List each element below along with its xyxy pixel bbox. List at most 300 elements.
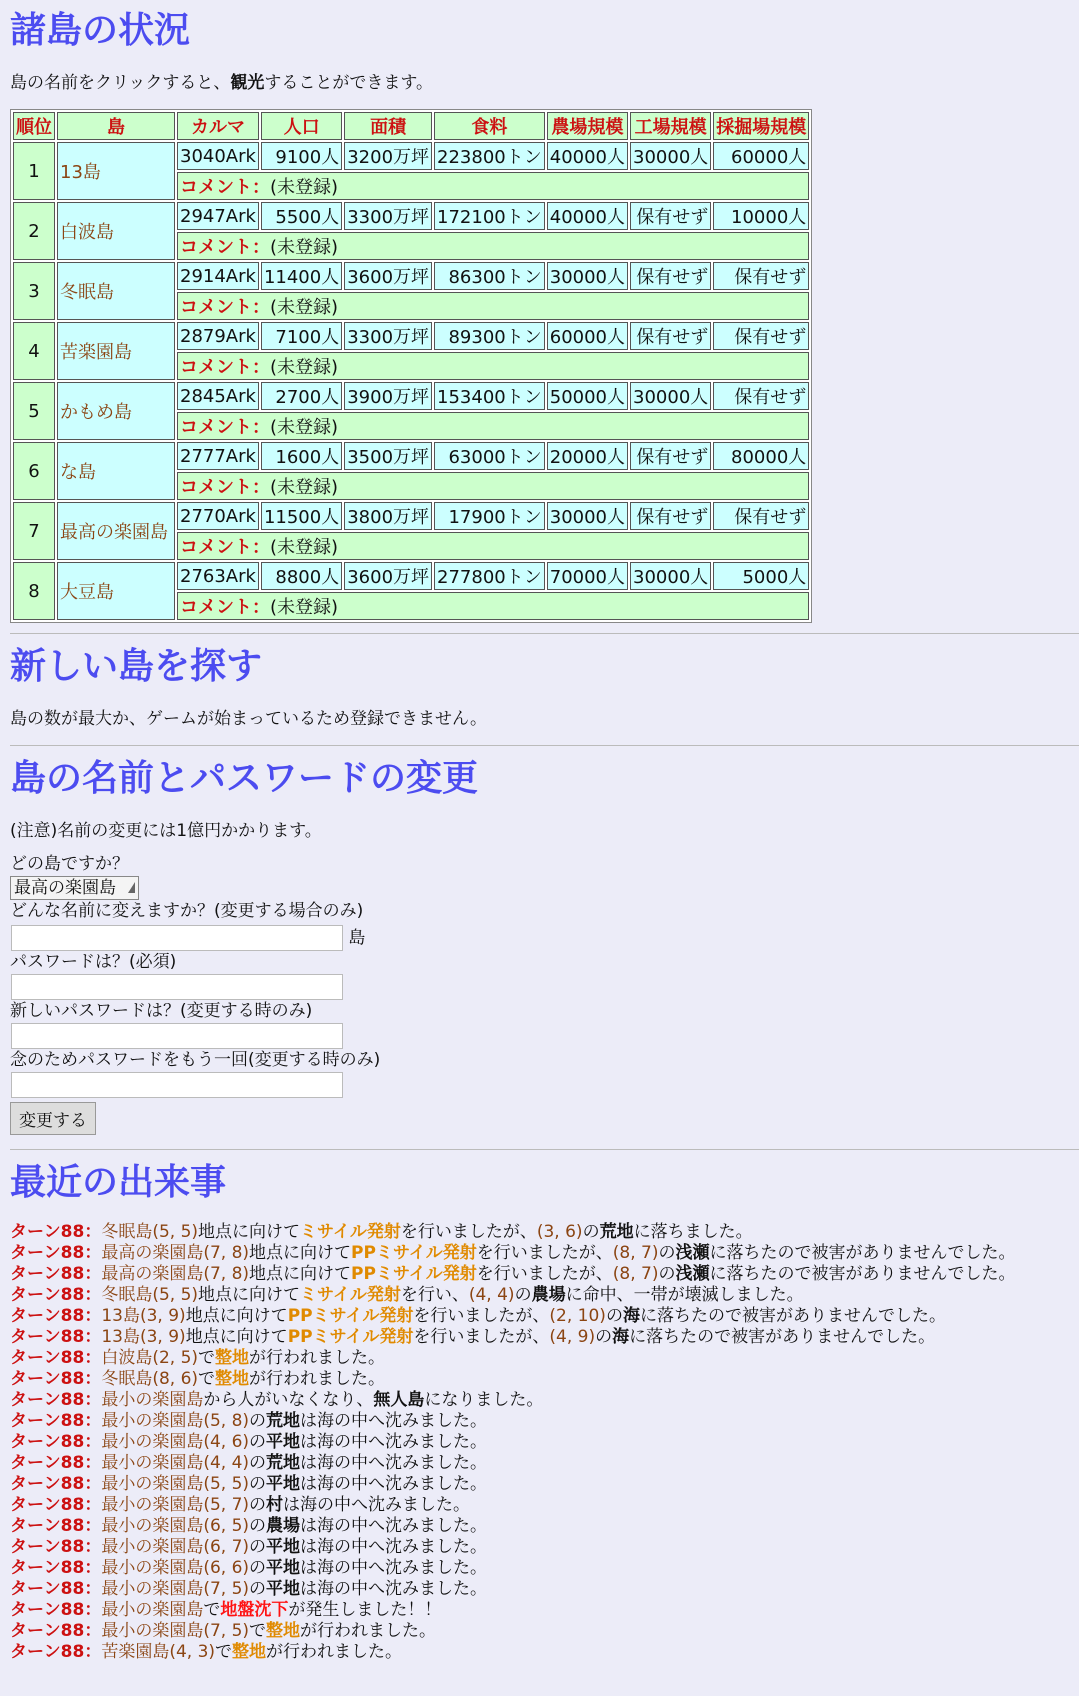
rank-cell: 5 bbox=[13, 382, 55, 440]
event-separator: ： bbox=[84, 1411, 102, 1431]
change-form bbox=[10, 816, 1069, 1135]
event-text: 地点に向けて bbox=[185, 1327, 288, 1347]
confirm-password-input[interactable] bbox=[11, 1072, 343, 1098]
event-coordinate: (4, 3) bbox=[169, 1642, 216, 1662]
event-separator: ： bbox=[84, 1264, 102, 1284]
population-cell: 9100人 bbox=[261, 142, 342, 170]
event-separator: ： bbox=[84, 1348, 102, 1368]
event-line bbox=[10, 1579, 1069, 1600]
new-island-text: 島の数が最大か、ゲームが始まっているため登録できません。 bbox=[10, 709, 488, 729]
event-text: を行いましたが、 bbox=[413, 1306, 550, 1326]
event-text: の bbox=[605, 1306, 623, 1326]
event-line bbox=[10, 1453, 1069, 1474]
event-island-name[interactable]: 最小の楽園島 bbox=[101, 1411, 204, 1431]
event-line bbox=[10, 1306, 1069, 1327]
event-text: を行い、 bbox=[400, 1285, 469, 1305]
rank-cell: 3 bbox=[13, 262, 55, 320]
event-text: は海の中へ沈みました。 bbox=[283, 1495, 471, 1515]
event-text: を行いましたが、 bbox=[400, 1222, 537, 1242]
island-name-link[interactable]: 最高の楽園島 bbox=[57, 502, 175, 560]
population-cell: 11400人 bbox=[261, 262, 342, 290]
event-text: の bbox=[249, 1537, 267, 1557]
event-coordinate: (5, 5) bbox=[203, 1474, 250, 1494]
event-separator: ： bbox=[84, 1243, 102, 1263]
island-name-link[interactable]: 大豆島 bbox=[57, 562, 175, 620]
event-coordinate: (6, 6) bbox=[203, 1558, 250, 1578]
event-turn: ターン88 bbox=[10, 1411, 85, 1431]
status-intro: 島の名前をクリックすると、観光することができます。 bbox=[10, 73, 433, 93]
event-text: の bbox=[658, 1243, 676, 1263]
event-text: の bbox=[595, 1327, 613, 1347]
col-rank: 順位 bbox=[13, 112, 55, 140]
event-disaster: 地盤沈下 bbox=[220, 1600, 289, 1620]
event-text: で bbox=[215, 1642, 233, 1662]
event-line bbox=[10, 1348, 1069, 1369]
karma-cell: 2914Ark bbox=[177, 262, 259, 290]
event-island-name[interactable]: 最高の楽園島 bbox=[101, 1264, 204, 1284]
area-cell: 3200万坪 bbox=[344, 142, 432, 170]
event-island-name[interactable]: 13島 bbox=[101, 1306, 140, 1326]
comment-text: (未登録) bbox=[270, 597, 339, 618]
island-ranking-table bbox=[10, 109, 812, 623]
area-cell: 3300万坪 bbox=[344, 202, 432, 230]
event-separator: ： bbox=[84, 1285, 102, 1305]
rank-cell: 7 bbox=[13, 502, 55, 560]
event-turn: ターン88 bbox=[10, 1327, 85, 1347]
event-turn: ターン88 bbox=[10, 1264, 85, 1284]
chevron-down-icon bbox=[128, 882, 135, 893]
event-line bbox=[10, 1264, 1069, 1285]
event-island-name[interactable]: 苦楽園島 bbox=[101, 1642, 170, 1662]
table-row bbox=[13, 562, 809, 590]
event-separator: ： bbox=[84, 1516, 102, 1536]
event-turn: ターン88 bbox=[10, 1243, 85, 1263]
island-name-link[interactable]: 冬眠島 bbox=[57, 262, 175, 320]
event-action: PPミサイル発射 bbox=[351, 1264, 477, 1284]
new-name-input[interactable] bbox=[11, 925, 343, 951]
food-cell: 86300トン bbox=[434, 262, 545, 290]
event-text: が発生しました！！ bbox=[288, 1600, 442, 1620]
comment-text: (未登録) bbox=[270, 537, 339, 558]
farm-cell: 40000人 bbox=[547, 142, 628, 170]
event-terrain: 荒地 bbox=[599, 1222, 634, 1242]
event-text: になりました。 bbox=[424, 1390, 544, 1410]
rank-cell: 4 bbox=[13, 322, 55, 380]
event-turn: ターン88 bbox=[10, 1600, 85, 1620]
event-separator: ： bbox=[84, 1600, 102, 1620]
comment-label: コメント： bbox=[180, 237, 270, 258]
event-text: は海の中へ沈みました。 bbox=[300, 1516, 488, 1536]
event-island-name[interactable]: 最小の楽園島 bbox=[101, 1579, 204, 1599]
col-island: 島 bbox=[57, 112, 175, 140]
mine-cell: 80000人 bbox=[713, 442, 809, 470]
event-coordinate: (4, 9) bbox=[549, 1327, 596, 1347]
event-turn: ターン88 bbox=[10, 1579, 85, 1599]
event-turn: ターン88 bbox=[10, 1390, 85, 1410]
event-island-name[interactable]: 最小の楽園島 bbox=[101, 1537, 204, 1557]
comment-label: コメント： bbox=[180, 597, 270, 618]
comment-text: (未登録) bbox=[270, 477, 339, 498]
event-separator: ： bbox=[84, 1474, 102, 1494]
event-line bbox=[10, 1369, 1069, 1390]
comment-cell bbox=[177, 292, 809, 320]
factory-cell: 保有せず bbox=[630, 502, 711, 530]
event-line bbox=[10, 1411, 1069, 1432]
event-text: 地点に向けて bbox=[249, 1264, 352, 1284]
divider bbox=[10, 1149, 1079, 1150]
table-row bbox=[13, 322, 809, 350]
new-password-input[interactable] bbox=[11, 1023, 343, 1049]
event-action: ミサイル発射 bbox=[300, 1285, 401, 1305]
comment-text: (未登録) bbox=[270, 177, 339, 198]
comment-label: コメント： bbox=[180, 477, 270, 498]
event-island-name[interactable]: 13島 bbox=[101, 1327, 140, 1347]
event-island-name[interactable]: 最小の楽園島 bbox=[101, 1495, 204, 1515]
event-line bbox=[10, 1432, 1069, 1453]
event-turn: ターン88 bbox=[10, 1348, 85, 1368]
event-coordinate: (4, 4) bbox=[203, 1453, 250, 1473]
events-title: 最近の出来事 bbox=[10, 1162, 227, 1203]
event-line bbox=[10, 1642, 1069, 1663]
event-coordinate: (7, 5) bbox=[203, 1579, 250, 1599]
table-row bbox=[13, 382, 809, 410]
island-name-link[interactable]: 苦楽園島 bbox=[57, 322, 175, 380]
event-separator: ： bbox=[84, 1558, 102, 1578]
food-cell: 153400トン bbox=[434, 382, 545, 410]
comment-cell bbox=[177, 232, 809, 260]
area-cell: 3600万坪 bbox=[344, 262, 432, 290]
event-island-name[interactable]: 最小の楽園島 bbox=[101, 1621, 204, 1641]
island-name-link[interactable]: 白波島 bbox=[57, 202, 175, 260]
farm-cell: 30000人 bbox=[547, 262, 628, 290]
change-submit-button[interactable]: 変更する bbox=[10, 1102, 96, 1135]
event-line bbox=[10, 1243, 1069, 1264]
col-food: 食料 bbox=[434, 112, 545, 140]
event-separator: ： bbox=[84, 1306, 102, 1326]
col-area: 面積 bbox=[344, 112, 432, 140]
event-terrain: 荒地 bbox=[266, 1411, 301, 1431]
karma-cell: 2777Ark bbox=[177, 442, 259, 470]
new-name-label: どんな名前に変えますか？(変更する場合のみ) bbox=[10, 901, 364, 921]
event-coordinate: (4, 6) bbox=[203, 1432, 250, 1452]
event-text: は海の中へ沈みました。 bbox=[300, 1432, 488, 1452]
event-coordinate: (2, 10) bbox=[549, 1306, 606, 1326]
rank-cell: 1 bbox=[13, 142, 55, 200]
island-name-link[interactable]: 13島 bbox=[57, 142, 175, 200]
population-cell: 8800人 bbox=[261, 562, 342, 590]
event-action: 整地 bbox=[266, 1621, 301, 1641]
event-text: は海の中へ沈みました。 bbox=[300, 1453, 488, 1473]
event-text: 地点に向けて bbox=[249, 1243, 352, 1263]
island-suffix: 島 bbox=[348, 928, 366, 948]
table-row bbox=[13, 442, 809, 470]
mine-cell: 60000人 bbox=[713, 142, 809, 170]
event-island-name[interactable]: 白波島 bbox=[101, 1348, 153, 1368]
population-cell: 2700人 bbox=[261, 382, 342, 410]
population-cell: 1600人 bbox=[261, 442, 342, 470]
farm-cell: 40000人 bbox=[547, 202, 628, 230]
event-separator: ： bbox=[84, 1432, 102, 1452]
event-text: で bbox=[198, 1369, 216, 1389]
event-line bbox=[10, 1495, 1069, 1516]
event-coordinate: (6, 5) bbox=[203, 1516, 250, 1536]
event-line bbox=[10, 1222, 1069, 1243]
event-island-name[interactable]: 最高の楽園島 bbox=[101, 1243, 204, 1263]
event-line bbox=[10, 1621, 1069, 1642]
event-turn: ターン88 bbox=[10, 1432, 85, 1452]
population-cell: 11500人 bbox=[261, 502, 342, 530]
event-coordinate: (8, 6) bbox=[152, 1369, 199, 1389]
event-turn: ターン88 bbox=[10, 1222, 85, 1242]
event-separator: ： bbox=[84, 1453, 102, 1473]
event-turn: ターン88 bbox=[10, 1474, 85, 1494]
comment-label: コメント： bbox=[180, 537, 270, 558]
farm-cell: 60000人 bbox=[547, 322, 628, 350]
event-turn: ターン88 bbox=[10, 1453, 85, 1473]
event-line bbox=[10, 1285, 1069, 1306]
event-terrain: 海 bbox=[622, 1306, 640, 1326]
event-coordinate: (5, 8) bbox=[203, 1411, 250, 1431]
event-text: が行われました。 bbox=[249, 1369, 386, 1389]
island-select[interactable]: 最高の楽園島 bbox=[10, 876, 139, 900]
factory-cell: 保有せず bbox=[630, 202, 711, 230]
food-cell: 172100トン bbox=[434, 202, 545, 230]
comment-text: (未登録) bbox=[270, 237, 339, 258]
event-terrain: 平地 bbox=[266, 1432, 301, 1452]
food-cell: 277800トン bbox=[434, 562, 545, 590]
event-action: PPミサイル発射 bbox=[287, 1306, 414, 1326]
factory-cell: 30000人 bbox=[630, 142, 711, 170]
event-text: を行いましたが、 bbox=[476, 1264, 613, 1284]
event-text: が行われました。 bbox=[266, 1642, 403, 1662]
change-note: (注意)名前の変更には1億円かかります。 bbox=[10, 821, 322, 841]
confirm-password-label: 念のためパスワードをもう一回(変更する時のみ) bbox=[10, 1050, 381, 1070]
rank-cell: 8 bbox=[13, 562, 55, 620]
mine-cell: 保有せず bbox=[713, 262, 809, 290]
farm-cell: 20000人 bbox=[547, 442, 628, 470]
farm-cell: 50000人 bbox=[547, 382, 628, 410]
event-text: の bbox=[249, 1432, 267, 1452]
event-turn: ターン88 bbox=[10, 1495, 85, 1515]
event-island-name[interactable]: 最小の楽園島 bbox=[101, 1600, 204, 1620]
event-text: 地点に向けて bbox=[198, 1285, 301, 1305]
event-terrain: 浅瀬 bbox=[675, 1264, 710, 1284]
food-cell: 223800トン bbox=[434, 142, 545, 170]
event-line bbox=[10, 1516, 1069, 1537]
karma-cell: 2879Ark bbox=[177, 322, 259, 350]
farm-cell: 70000人 bbox=[547, 562, 628, 590]
status-title: 諸島の状況 bbox=[10, 10, 191, 51]
event-text: に落ちたので被害がありませんでした。 bbox=[709, 1264, 1016, 1284]
event-terrain: 平地 bbox=[266, 1537, 301, 1557]
karma-cell: 3040Ark bbox=[177, 142, 259, 170]
event-text: の bbox=[658, 1264, 676, 1284]
event-text: 地点に向けて bbox=[185, 1306, 288, 1326]
event-turn: ターン88 bbox=[10, 1516, 85, 1536]
col-farm: 農場規模 bbox=[547, 112, 628, 140]
event-separator: ： bbox=[84, 1222, 102, 1242]
event-island-name[interactable]: 最小の楽園島 bbox=[101, 1558, 204, 1578]
factory-cell: 保有せず bbox=[630, 442, 711, 470]
mine-cell: 保有せず bbox=[713, 322, 809, 350]
col-population: 人口 bbox=[261, 112, 342, 140]
password-input[interactable] bbox=[11, 974, 343, 1000]
event-action: PPミサイル発射 bbox=[351, 1243, 477, 1263]
comment-text: (未登録) bbox=[270, 357, 339, 378]
comment-text: (未登録) bbox=[270, 297, 339, 318]
event-coordinate: (3, 9) bbox=[139, 1306, 186, 1326]
event-text: の bbox=[249, 1495, 267, 1515]
event-island-name[interactable]: 最小の楽園島 bbox=[101, 1432, 204, 1452]
event-separator: ： bbox=[84, 1495, 102, 1515]
event-separator: ： bbox=[84, 1327, 102, 1347]
event-text: は海の中へ沈みました。 bbox=[300, 1579, 488, 1599]
event-island-name[interactable]: 最小の楽園島 bbox=[101, 1453, 204, 1473]
event-action: 整地 bbox=[215, 1369, 250, 1389]
event-island-name[interactable]: 最小の楽園島 bbox=[101, 1390, 204, 1410]
event-text: に落ちました。 bbox=[633, 1222, 753, 1242]
event-turn: ターン88 bbox=[10, 1621, 85, 1641]
food-cell: 89300トン bbox=[434, 322, 545, 350]
mine-cell: 保有せず bbox=[713, 502, 809, 530]
event-line bbox=[10, 1600, 1069, 1621]
password-label: パスワードは？(必須) bbox=[10, 952, 177, 972]
event-island-name[interactable]: 最小の楽園島 bbox=[101, 1516, 204, 1536]
event-text: に落ちたので被害がありませんでした。 bbox=[639, 1306, 946, 1326]
factory-cell: 保有せず bbox=[630, 262, 711, 290]
comment-label: コメント： bbox=[180, 357, 270, 378]
event-text: を行いましたが、 bbox=[413, 1327, 550, 1347]
event-text: は海の中へ沈みました。 bbox=[300, 1411, 488, 1431]
event-text: に命中、一帯が壊滅しました。 bbox=[565, 1285, 804, 1305]
event-separator: ： bbox=[84, 1369, 102, 1389]
event-separator: ： bbox=[84, 1537, 102, 1557]
farm-cell: 30000人 bbox=[547, 502, 628, 530]
event-line bbox=[10, 1558, 1069, 1579]
event-text: は海の中へ沈みました。 bbox=[300, 1537, 488, 1557]
comment-label: コメント： bbox=[180, 177, 270, 198]
comment-label: コメント： bbox=[180, 417, 270, 438]
area-cell: 3600万坪 bbox=[344, 562, 432, 590]
rank-cell: 6 bbox=[13, 442, 55, 500]
table-row bbox=[13, 142, 809, 170]
event-island-name[interactable]: 冬眠島 bbox=[101, 1285, 153, 1305]
event-island-name[interactable]: 最小の楽園島 bbox=[101, 1474, 204, 1494]
food-cell: 63000トン bbox=[434, 442, 545, 470]
event-turn: ターン88 bbox=[10, 1306, 85, 1326]
event-turn: ターン88 bbox=[10, 1369, 85, 1389]
event-text: の bbox=[514, 1285, 532, 1305]
mine-cell: 保有せず bbox=[713, 382, 809, 410]
event-coordinate: (6, 7) bbox=[203, 1537, 250, 1557]
event-text: が行われました。 bbox=[249, 1348, 386, 1368]
comment-text: (未登録) bbox=[270, 417, 339, 438]
comment-cell bbox=[177, 172, 809, 200]
event-separator: ： bbox=[84, 1642, 102, 1662]
event-terrain: 平地 bbox=[266, 1579, 301, 1599]
event-text: の bbox=[249, 1579, 267, 1599]
event-terrain: 平地 bbox=[266, 1474, 301, 1494]
table-header-row bbox=[13, 112, 809, 140]
comment-cell bbox=[177, 532, 809, 560]
comment-cell bbox=[177, 412, 809, 440]
event-coordinate: (7, 5) bbox=[203, 1621, 250, 1641]
island-name-link[interactable]: かもめ島 bbox=[57, 382, 175, 440]
karma-cell: 2763Ark bbox=[177, 562, 259, 590]
table-row bbox=[13, 262, 809, 290]
event-separator: ： bbox=[84, 1621, 102, 1641]
event-coordinate: (4, 4) bbox=[468, 1285, 515, 1305]
area-cell: 3800万坪 bbox=[344, 502, 432, 530]
comment-label: コメント： bbox=[180, 297, 270, 318]
event-line bbox=[10, 1537, 1069, 1558]
event-action: ミサイル発射 bbox=[300, 1222, 401, 1242]
event-terrain: 農場 bbox=[266, 1516, 301, 1536]
island-name-link[interactable]: な島 bbox=[57, 442, 175, 500]
karma-cell: 2845Ark bbox=[177, 382, 259, 410]
event-coordinate: (7, 8) bbox=[203, 1243, 250, 1263]
event-text: で bbox=[203, 1600, 221, 1620]
table-row bbox=[13, 202, 809, 230]
comment-cell bbox=[177, 592, 809, 620]
mine-cell: 5000人 bbox=[713, 562, 809, 590]
factory-cell: 30000人 bbox=[630, 382, 711, 410]
event-log bbox=[10, 1222, 1069, 1663]
mine-cell: 10000人 bbox=[713, 202, 809, 230]
col-factory: 工場規模 bbox=[630, 112, 711, 140]
karma-cell: 2770Ark bbox=[177, 502, 259, 530]
event-island-name[interactable]: 冬眠島 bbox=[101, 1369, 153, 1389]
event-coordinate: (3, 9) bbox=[139, 1327, 186, 1347]
new-island-title: 新しい島を探す bbox=[10, 646, 263, 687]
event-coordinate: (5, 5) bbox=[152, 1285, 199, 1305]
event-text: で bbox=[249, 1621, 267, 1641]
col-mine: 採掘場規模 bbox=[713, 112, 809, 140]
event-text: から人がいなくなり、 bbox=[203, 1390, 374, 1410]
event-terrain: 村 bbox=[266, 1495, 284, 1515]
event-terrain: 海 bbox=[612, 1327, 630, 1347]
divider bbox=[10, 745, 1079, 746]
event-line bbox=[10, 1390, 1069, 1411]
event-text: を行いましたが、 bbox=[476, 1243, 613, 1263]
event-terrain: 無人島 bbox=[373, 1390, 425, 1410]
event-coordinate: (5, 5) bbox=[152, 1222, 199, 1242]
event-line bbox=[10, 1327, 1069, 1348]
event-terrain: 農場 bbox=[531, 1285, 566, 1305]
comment-cell bbox=[177, 472, 809, 500]
event-text: の bbox=[249, 1558, 267, 1578]
event-text: の bbox=[582, 1222, 600, 1242]
event-text: に落ちたので被害がありませんでした。 bbox=[709, 1243, 1016, 1263]
event-turn: ターン88 bbox=[10, 1642, 85, 1662]
karma-cell: 2947Ark bbox=[177, 202, 259, 230]
table-row bbox=[13, 502, 809, 530]
event-text: で bbox=[198, 1348, 216, 1368]
event-coordinate: (8, 7) bbox=[612, 1264, 659, 1284]
event-text: は海の中へ沈みました。 bbox=[300, 1558, 488, 1578]
event-coordinate: (3, 6) bbox=[536, 1222, 583, 1242]
col-karma: カルマ bbox=[177, 112, 259, 140]
food-cell: 17900トン bbox=[434, 502, 545, 530]
event-separator: ： bbox=[84, 1390, 102, 1410]
divider bbox=[10, 633, 1079, 634]
event-text: の bbox=[249, 1411, 267, 1431]
event-turn: ターン88 bbox=[10, 1285, 85, 1305]
event-line bbox=[10, 1474, 1069, 1495]
event-island-name[interactable]: 冬眠島 bbox=[101, 1222, 153, 1242]
factory-cell: 保有せず bbox=[630, 322, 711, 350]
event-separator: ： bbox=[84, 1579, 102, 1599]
